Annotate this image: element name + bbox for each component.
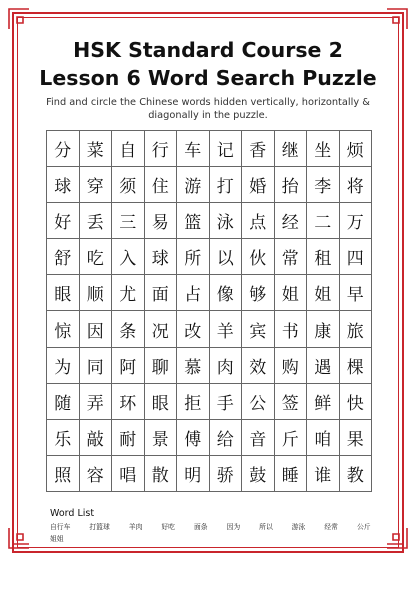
grid-cell[interactable]: 点 [242,203,275,239]
grid-cell[interactable]: 拒 [177,384,210,420]
grid-cell[interactable]: 睡 [275,456,308,492]
grid-cell[interactable]: 婚 [242,167,275,203]
grid-cell[interactable]: 棵 [340,348,373,384]
grid-cell[interactable]: 环 [112,384,145,420]
grid-cell[interactable]: 篮 [177,203,210,239]
corner-ornament-top-right [386,8,408,30]
grid-cell[interactable]: 改 [177,311,210,347]
grid-cell[interactable]: 万 [340,203,373,239]
grid-cell[interactable]: 旅 [340,311,373,347]
page-title: HSK Standard Course 2 [73,38,343,62]
grid-cell[interactable]: 四 [340,239,373,275]
grid-cell[interactable]: 宾 [242,311,275,347]
grid-cell[interactable]: 顺 [80,275,113,311]
grid-cell[interactable]: 教 [340,456,373,492]
grid-cell[interactable]: 姐 [275,275,308,311]
word-list [50,521,390,545]
grid-cell[interactable]: 香 [242,131,275,167]
grid-cell[interactable]: 斤 [275,420,308,456]
grid-cell[interactable]: 公 [242,384,275,420]
instructions-text: Find and circle the Chinese words hidden vertically, horizontally & diagonally in the puzzle. [46,97,370,121]
grid-cell[interactable]: 记 [210,131,243,167]
grid-cell[interactable]: 惊 [47,311,80,347]
grid-cell[interactable]: 快 [340,384,373,420]
grid-cell[interactable]: 将 [340,167,373,203]
grid-cell[interactable]: 敲 [80,420,113,456]
grid-cell[interactable]: 随 [47,384,80,420]
grid-cell[interactable]: 须 [112,167,145,203]
grid-cell[interactable]: 肉 [210,348,243,384]
grid-cell[interactable]: 康 [307,311,340,347]
grid-cell[interactable]: 泳 [210,203,243,239]
grid-cell[interactable]: 咱 [307,420,340,456]
grid-cell[interactable]: 烦 [340,131,373,167]
word-list-item: 面条 [193,523,208,531]
grid-cell[interactable]: 明 [177,456,210,492]
grid-cell[interactable]: 傅 [177,420,210,456]
grid-cell[interactable]: 住 [145,167,178,203]
word-list-item: 打篮球 [89,523,110,531]
grid-cell[interactable]: 乐 [47,420,80,456]
grid-cell[interactable]: 耐 [112,420,145,456]
grid-cell[interactable]: 三 [112,203,145,239]
grid-cell[interactable]: 球 [145,239,178,275]
grid-cell[interactable]: 抬 [275,167,308,203]
grid-cell[interactable]: 舒 [47,239,80,275]
grid-cell[interactable]: 效 [242,348,275,384]
word-list-item: 好吃 [161,523,175,531]
grid-cell[interactable]: 唱 [112,456,145,492]
grid-cell[interactable]: 分 [47,131,80,167]
grid-cell[interactable]: 照 [47,456,80,492]
grid-cell[interactable]: 遇 [307,348,340,384]
grid-cell[interactable]: 像 [210,275,243,311]
grid-cell[interactable]: 果 [340,420,373,456]
word-list-item: 自行车 [50,523,71,531]
grid-cell[interactable]: 购 [275,348,308,384]
grid-cell[interactable]: 行 [145,131,178,167]
word-list-item: 公斤 [356,523,371,531]
grid-cell[interactable]: 慕 [177,348,210,384]
grid-cell[interactable]: 书 [275,311,308,347]
grid-cell[interactable]: 穿 [80,167,113,203]
grid-cell[interactable]: 条 [112,311,145,347]
grid-cell[interactable]: 同 [80,348,113,384]
grid-cell[interactable]: 眼 [47,275,80,311]
grid-cell[interactable]: 入 [112,239,145,275]
word-list-item: 羊肉 [128,523,143,531]
grid-cell[interactable]: 姐 [307,275,340,311]
grid-cell[interactable]: 为 [47,348,80,384]
grid-cell[interactable]: 李 [307,167,340,203]
grid-cell[interactable]: 自 [112,131,145,167]
grid-cell[interactable]: 常 [275,239,308,275]
grid-cell[interactable]: 羊 [210,311,243,347]
grid-cell[interactable]: 菜 [80,131,113,167]
grid-cell[interactable]: 手 [210,384,243,420]
grid-cell[interactable]: 游 [177,167,210,203]
corner-ornament-top-left [8,8,30,30]
word-list-item: 因为 [226,523,241,531]
corner-ornament-bottom-left [8,527,30,549]
grid-cell[interactable]: 经 [275,203,308,239]
grid-cell[interactable]: 景 [145,420,178,456]
word-search-grid [46,130,372,492]
word-list-heading: Word List [50,508,95,519]
grid-cell[interactable]: 丢 [80,203,113,239]
grid-cell[interactable]: 弄 [80,384,113,420]
grid-cell[interactable]: 占 [177,275,210,311]
word-list-item: 经常 [324,523,338,531]
grid-cell[interactable]: 尤 [112,275,145,311]
grid-cell[interactable]: 二 [307,203,340,239]
grid-cell[interactable]: 够 [242,275,275,311]
grid-cell[interactable]: 球 [47,167,80,203]
grid-cell[interactable]: 吃 [80,239,113,275]
grid-cell[interactable]: 谁 [307,456,340,492]
grid-cell[interactable]: 音 [242,420,275,456]
grid-cell[interactable]: 继 [275,131,308,167]
grid-cell[interactable]: 签 [275,384,308,420]
grid-cell[interactable]: 况 [145,311,178,347]
word-list-item: 游泳 [291,523,306,531]
grid-cell[interactable]: 给 [210,420,243,456]
grid-cell[interactable]: 好 [47,203,80,239]
grid-cell[interactable]: 易 [145,203,178,239]
grid-cell[interactable]: 车 [177,131,210,167]
grid-cell[interactable]: 面 [145,275,178,311]
grid-cell[interactable]: 因 [80,311,113,347]
grid-cell[interactable]: 鼓 [242,456,275,492]
grid-cell[interactable]: 打 [210,167,243,203]
grid-cell[interactable]: 租 [307,239,340,275]
grid-cell[interactable]: 散 [145,456,178,492]
grid-cell[interactable]: 阿 [112,348,145,384]
grid-cell[interactable]: 伙 [242,239,275,275]
grid-cell[interactable]: 早 [340,275,373,311]
page-subtitle: Lesson 6 Word Search Puzzle [39,66,377,90]
grid-cell[interactable]: 鲜 [307,384,340,420]
word-list-item: 所以 [259,523,273,531]
grid-cell[interactable]: 容 [80,456,113,492]
grid-cell[interactable]: 眼 [145,384,178,420]
grid-cell[interactable]: 以 [210,239,243,275]
grid-cell[interactable]: 骄 [210,456,243,492]
grid-cell[interactable]: 坐 [307,131,340,167]
grid-cell[interactable]: 聊 [145,348,178,384]
grid-cell[interactable]: 所 [177,239,210,275]
word-list-item: 姐姐 [50,535,64,543]
